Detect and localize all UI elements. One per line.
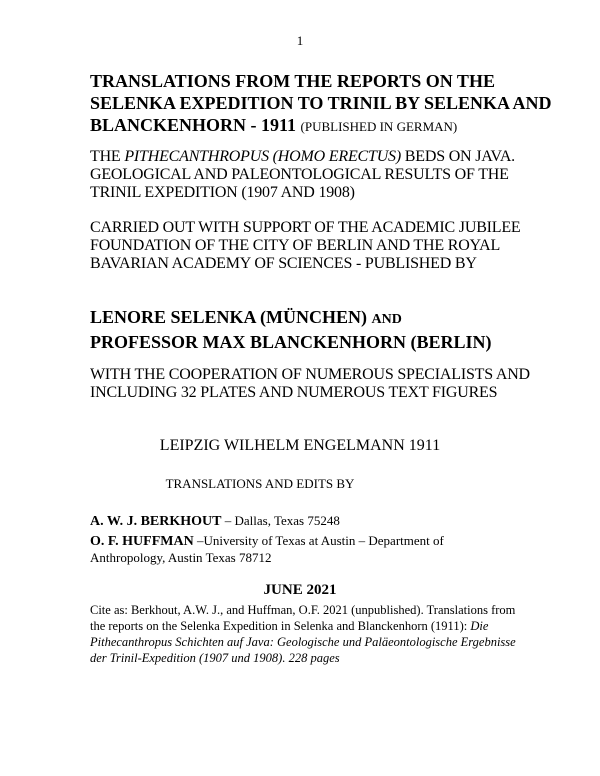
translations-heading: TRANSLATIONS AND EDITS BY	[165, 476, 355, 491]
translator-2-affiliation: –University of Texas at Austin – Department of Anthropology, Austin Texas 78712	[90, 533, 444, 565]
subtitle-suffix: BEDS ON JAVA. GEOLOGICAL AND PALEONTOLOGICAL RESULTS OF THE TRINIL EXPEDITION (1907 AND 1908)	[90, 148, 515, 201]
support-statement: CARRIED OUT WITH SUPPORT OF THE ACADEMIC JUBILEE FOUNDATION OF THE CITY OF BERLIN AND THE ROYAL BAVARIAN ACADEMY OF SCIENCES - PUBLISHED BY	[90, 219, 521, 272]
title-main: TRANSLATIONS FROM THE REPORTS ON THE SELENKA EXPEDITION TO TRINIL BY SELENKA AND BLANCKENHORN - 1911	[90, 71, 552, 135]
author-second: PROFESSOR MAX BLANCKENHORN (BERLIN)	[90, 332, 492, 352]
translator-2	[90, 533, 510, 566]
author-and: AND	[371, 312, 402, 327]
author-first: LENORE SELENKA (MÜNCHEN)	[90, 307, 368, 327]
subtitle-italic: PITHECANTHROPUS (HOMO ERECTUS)	[124, 148, 401, 165]
citation-block	[90, 602, 520, 666]
document-date: JUNE 2021	[263, 582, 337, 598]
translator-1-affiliation: – Dallas, Texas 75248	[224, 513, 340, 528]
citation-text: Cite as: Berkhout, A.W. J., and Huffman, O.F. 2021 (unpublished). Translations from the reports on the Selenka Expedition in Selenka and Blanckenhorn (1911):	[90, 603, 516, 633]
page-number: 1	[296, 33, 304, 48]
citation-italic: Die Pithecanthropus Schichten auf Java: Geologische und Paläeontologische Ergebnisse der Trinil-Expedition (1907 und 1908). 228 pages	[90, 619, 516, 665]
document-subtitle	[90, 148, 560, 202]
title-note: (PUBLISHED IN GERMAN)	[300, 119, 458, 134]
translator-2-name: O. F. HUFFMAN	[90, 534, 194, 549]
translator-1	[90, 513, 570, 530]
authors-block	[90, 306, 570, 353]
translator-1-name: A. W. J. BERKHOUT	[90, 514, 222, 529]
cooperation-statement: WITH THE COOPERATION OF NUMEROUS SPECIALISTS AND INCLUDING 32 PLATES AND NUMEROUS TEXT FIGURES	[90, 366, 530, 401]
subtitle-prefix: THE	[90, 148, 121, 165]
publisher-line: LEIPZIG WILHELM ENGELMANN 1911	[159, 437, 441, 454]
document-title	[90, 70, 560, 138]
